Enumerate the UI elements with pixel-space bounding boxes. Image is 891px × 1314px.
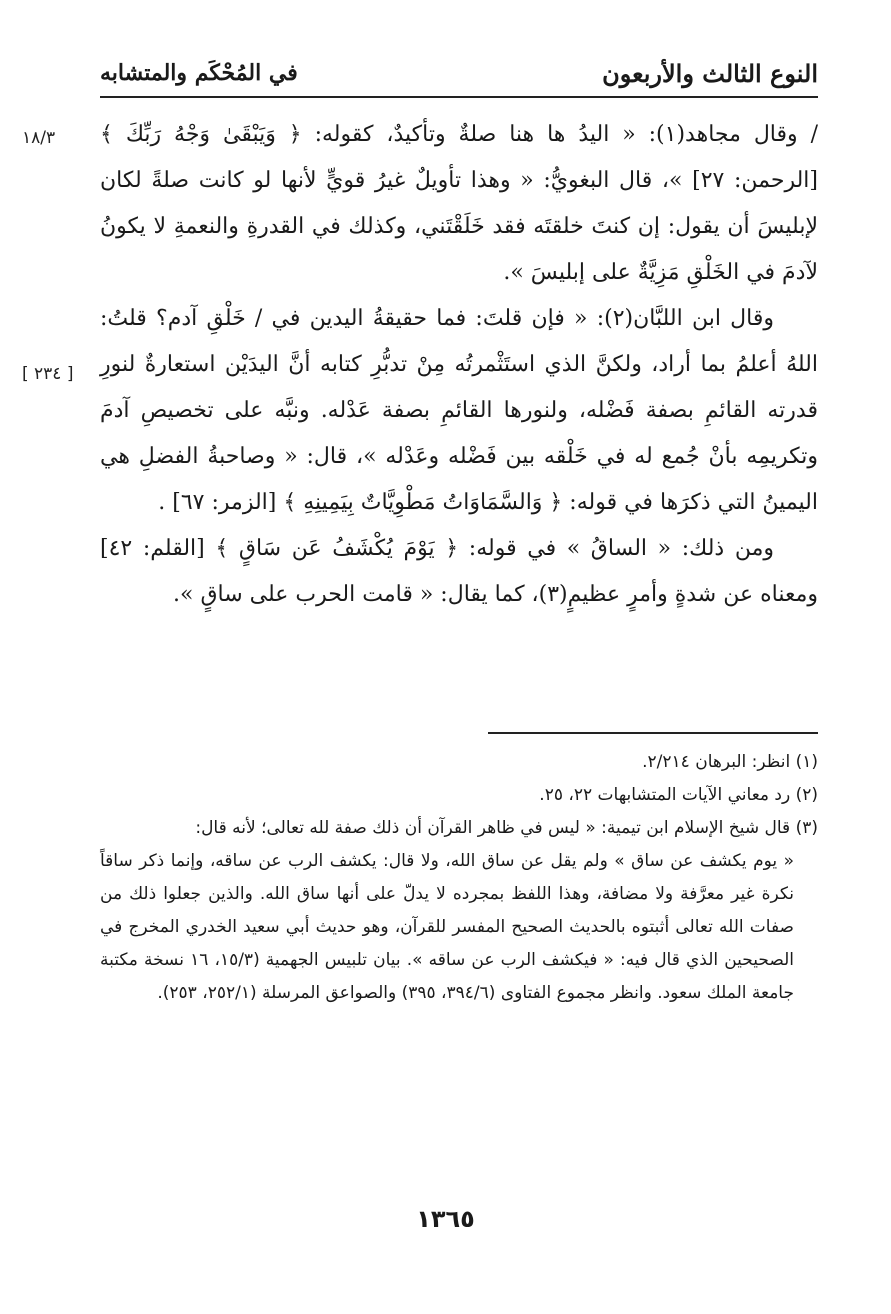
- footnote-rule: [488, 732, 818, 734]
- header-rule: [100, 96, 818, 98]
- chapter-title: النوع الثالث والأربعون: [602, 58, 818, 88]
- section-title: في المُحْكَم والمتشابه: [100, 60, 298, 86]
- paragraph-ibn-labban: وقال ابن اللبَّان(٢): « فإن قلتَ: فما حقيقةُ اليدين في / خَلْقِ آدم؟ قلتُ: اللهُ أعلمُ بما أراد، ولكنَّ الذي استَثْمرتُه مِنْ تدبُّرِ كتابه أنَّ اليدَيْن استعارةٌ لنورِ قدرته القائمِ بصفة فَضْله، ولنورها القائمِ بصفة عَدْله. ونبَّه على تخصيصِ آدمَ وتكريمِه بأنْ جُمع له في خَلْقه بين فَضْله وعَدْله »، قال: « وصاحبةُ الفضلِ هي اليمينُ التي ذكرَها في قوله: ﴿ وَالسَّمَاوَاتُ مَطْوِيَّاتٌ بِيَمِينِهِ ﴾ [الزمر: ٦٧] .: [100, 306, 818, 515]
- main-text: [100, 112, 818, 618]
- footnote-1: (١) انظر: البرهان ٢/٢١٤.: [642, 752, 818, 772]
- margin-volume-ref: ١٨/٣: [22, 128, 56, 148]
- footnote-3-continued: « يوم يكشف عن ساق » ولم يقل عن ساق الله، ولا قال: يكشف الرب عن ساقه، وإنما ذكر ساقاً نكرة غير معرَّفة ولا مضافة، وهذا اللفظ بمجرده لا يدلّ على أنها ساق الله. والذين جعلوا ذلك من صفات الله تعالى أثبتوه بالحديث الصحيح المفسر للقرآن، وهو حديث أبي سعيد الخدري المخرج في الصحيحين الذي قال فيه: « فيكشف الرب عن ساقه ». بيان تلبيس الجهمية (١٥/٣، ١٦ نسخة مكتبة جامعة الملك سعود. وانظر مجموع الفتاوى (٣٩٤/٦، ٣٩٥) والصواعق المرسلة (٢٥٢/١، ٢٥٣).: [100, 851, 794, 1003]
- page-header: [100, 52, 818, 94]
- footnotes: [100, 746, 818, 1010]
- paragraph-saq: ومن ذلك: « الساقُ » في قوله: ﴿ يَوْمَ يُكْشَفُ عَن سَاقٍ ﴾ [القلم: ٤٢] ومعناه عن شدةٍ وأمرٍ عظيمٍ(٣)، كما يقال: « قامت الحرب على ساقٍ ».: [100, 536, 818, 607]
- page-number: ١٣٦٥: [416, 1205, 475, 1233]
- margin-page-ref: [ ٢٣٤ ]: [22, 364, 74, 384]
- footnote-3: (٣) قال شيخ الإسلام ابن تيمية: « ليس في ظاهر القرآن أن ذلك صفة لله تعالى؛ لأنه قال:: [195, 818, 818, 838]
- paragraph-mujahid: / وقال مجاهد(١): « اليدُ ها هنا صلةٌ وتأكيدٌ، كقوله: ﴿ وَيَبْقَىٰ وَجْهُ رَبِّكَ ﴾ [الرحمن: ٢٧] »، قال البغويُّ: « وهذا تأويلٌ غيرُ قويٍّ لأنها لو كانت صلةً لكان لإبليسَ أن يقول: إن كنتَ خلقتَه فقد خَلَقْتَني، وكذلك في القدرةِ والنعمةِ لا يكونُ لآدمَ في الخَلْقِ مَزِيَّةٌ على إبليسَ ».: [100, 122, 818, 285]
- footnote-2: (٢) رد معاني الآيات المتشابهات ٢٢، ٢٥.: [539, 785, 818, 805]
